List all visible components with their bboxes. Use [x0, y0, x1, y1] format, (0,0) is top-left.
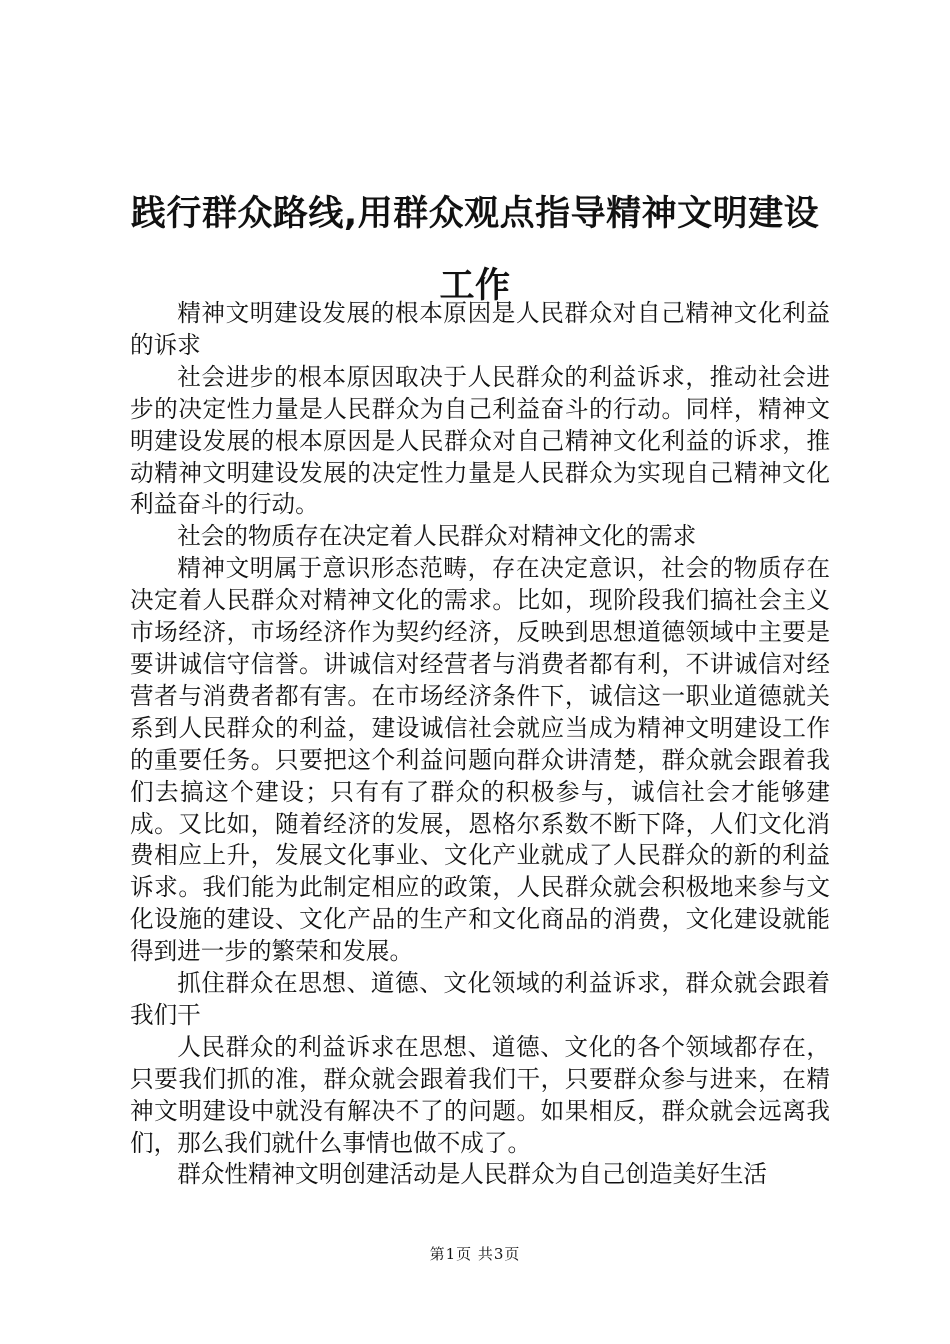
- section-heading: 社会的物质存在决定着人民群众对精神文化的需求: [177, 522, 697, 551]
- body-paragraph: 社会进步的根本原因取决于人民群众的利益诉求，推动社会进步的决定性力量是人民群众为自己利益奋斗的行动。同样，精神文明建设发展的根本原因是人民群众对自己精神文化利益的诉求，推动精神文明建设发展的决定性力量是人民群众为实现自己精神文化利益奋斗的行动。: [130, 362, 830, 519]
- title-line-1: 践行群众路线,用群众观点指导精神文明建设: [130, 194, 820, 234]
- section-heading: 抓住群众在思想、道德、文化领域的利益诉求，群众就会跟着我们干: [130, 969, 830, 1029]
- section-heading: 精神文明建设发展的根本原因是人民群众对自己精神文化利益的诉求: [130, 299, 830, 359]
- page-number-footer: 第1页 共3页: [429, 1245, 521, 1263]
- document-body: [130, 298, 830, 1191]
- body-paragraph: 精神文明属于意识形态范畴，存在决定意识，社会的物质存在决定着人民群众对精神文化的需求。比如，现阶段我们搞社会主义市场经济，市场经济作为契约经济，反映到思想道德领域中主要是要讲诚信守信誉。讲诚信对经营者与消费者都有利，不讲诚信对经营者与消费者都有害。在市场经济条件下，诚信这一职业道德就关系到人民群众的利益，建设诚信社会就应当成为精神文明建设工作的重要任务。只要把这个利益问题向群众讲清楚，群众就会跟着我们去搞这个建设；只有有了群众的积极参与，诚信社会才能够建成。又比如，随着经济的发展，恩格尔系数不断下降，人们文化消费相应上升，发展文化事业、文化产业就成了人民群众的新的利益诉求。我们能为此制定相应的政策，人民群众就会积极地来参与文化设施的建设、文化产品的生产和文化商品的消费，文化建设就能得到进一步的繁荣和发展。: [130, 554, 830, 966]
- title-line-2: 工作: [439, 266, 511, 306]
- section-heading: 群众性精神文明创建活动是人民群众为自己创造美好生活: [177, 1160, 768, 1189]
- body-paragraph: 人民群众的利益诉求在思想、道德、文化的各个领域都存在，只要我们抓的准，群众就会跟着我们干，只要群众参与进来，在精神文明建设中就没有解决不了的问题。如果相反，群众就会远离我们，那么我们就什么事情也做不成了。: [130, 1032, 830, 1157]
